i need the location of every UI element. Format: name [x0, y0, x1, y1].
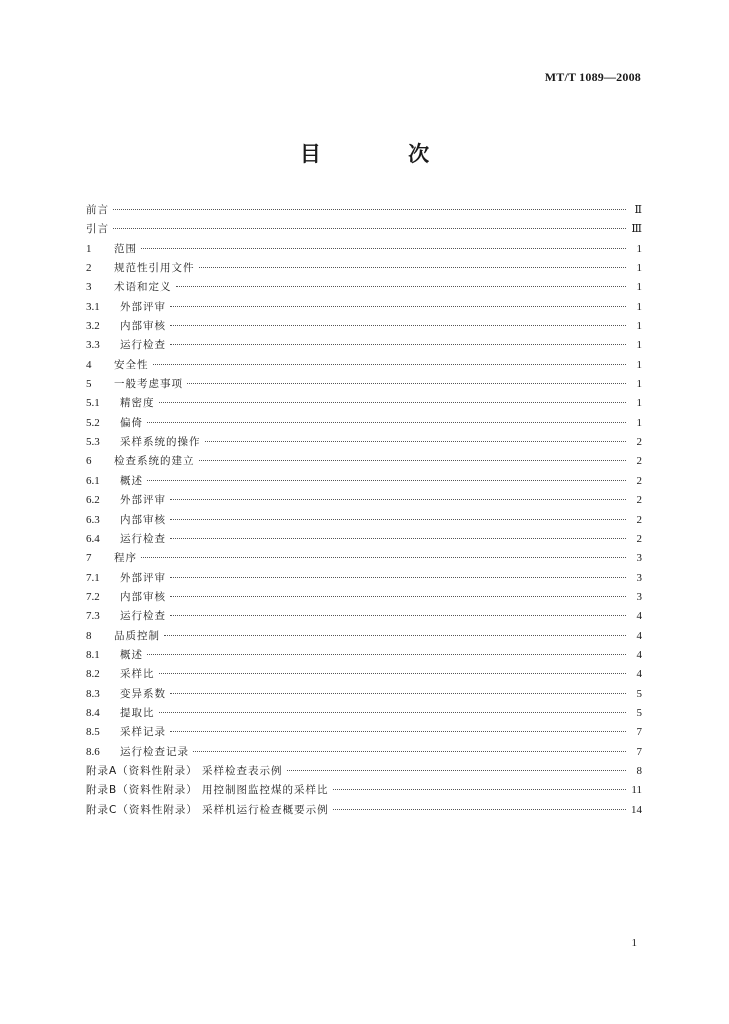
- toc-entry-page: 2: [636, 436, 642, 449]
- standard-code: MT/T 1089—2008: [544, 70, 641, 84]
- toc-entry[interactable]: [86, 781, 642, 800]
- toc-entry-title: 术语和定义: [114, 281, 172, 294]
- toc-entry-title: 引言: [86, 223, 109, 236]
- toc-entry-page: 1: [636, 281, 642, 294]
- toc-entry[interactable]: [86, 685, 642, 704]
- toc-entry[interactable]: [86, 375, 642, 394]
- toc-entry[interactable]: [86, 317, 642, 336]
- toc-leader-dots: [287, 770, 626, 771]
- toc-entry[interactable]: [86, 356, 642, 375]
- toc-entry-number: 3.2: [86, 320, 100, 333]
- toc-entry-page: Ⅱ: [634, 204, 642, 216]
- toc-entry-page: 2: [636, 474, 642, 487]
- toc-entry-page: 1: [636, 300, 642, 313]
- toc-entry[interactable]: [86, 220, 642, 239]
- toc-entry[interactable]: [86, 394, 642, 413]
- toc-entry-title: 外部评审: [120, 300, 166, 313]
- toc-leader-dots: [170, 344, 626, 345]
- toc-entry-page: 2: [636, 513, 642, 526]
- toc-entry[interactable]: [86, 762, 642, 781]
- toc-entry-number: 8.2: [86, 668, 100, 681]
- toc-entry-title: 内部审核: [120, 590, 166, 603]
- toc-entry-page: 2: [636, 455, 642, 468]
- toc-entry-title: 概述: [120, 648, 143, 661]
- page-number: 1: [631, 937, 637, 949]
- toc-entry-title: 规范性引用文件: [114, 262, 195, 275]
- toc-entry-page: 3: [636, 590, 642, 603]
- toc-entry-page: 7: [636, 745, 642, 758]
- toc-leader-dots: [170, 325, 626, 326]
- toc-leader-dots: [159, 712, 627, 713]
- toc-leader-dots: [147, 422, 626, 423]
- toc-entry[interactable]: [86, 665, 642, 684]
- toc-entry-number: 6.4: [86, 532, 100, 545]
- toc-entry[interactable]: [86, 607, 642, 626]
- toc-entry-title: 提取比: [120, 706, 155, 719]
- toc-entry-title: 运行检查记录: [120, 745, 189, 758]
- toc-leader-dots: [170, 615, 626, 616]
- toc-entry[interactable]: [86, 569, 642, 588]
- toc-entry[interactable]: [86, 201, 642, 220]
- toc-entry-number: 1: [86, 242, 92, 255]
- toc-entry[interactable]: [86, 298, 642, 317]
- toc-entry-page: 4: [636, 648, 642, 661]
- toc-entry-title: 外部评审: [120, 494, 166, 507]
- toc-entry-page: 8: [636, 764, 642, 777]
- toc-leader-dots: [205, 441, 627, 442]
- toc-entry[interactable]: [86, 336, 642, 355]
- toc-entry[interactable]: [86, 452, 642, 471]
- toc-leader-dots: [159, 673, 627, 674]
- toc-entry-page: 14: [631, 803, 642, 816]
- toc-entry[interactable]: [86, 549, 642, 568]
- toc-entry[interactable]: [86, 743, 642, 762]
- toc-entry-title: 前言: [86, 204, 109, 216]
- toc-entry-title: 精密度: [120, 397, 155, 410]
- toc-entry-number: 7.2: [86, 590, 100, 603]
- toc-entry-number: 6.3: [86, 513, 100, 526]
- toc-entry[interactable]: [86, 240, 642, 259]
- toc-entry-number: 5: [86, 378, 92, 391]
- toc-entry-page: 1: [636, 378, 642, 391]
- toc-entry-title: 运行检查: [120, 610, 166, 623]
- toc-entry-page: 2: [636, 532, 642, 545]
- toc-entry-page: Ⅲ: [631, 223, 642, 236]
- toc-entry-number: 5.1: [86, 397, 100, 410]
- toc-entry-number: 6.2: [86, 494, 100, 507]
- toc-entry-title: 采样比: [120, 668, 155, 681]
- toc-entry-number: 5.2: [86, 416, 100, 429]
- toc-leader-dots: [141, 557, 626, 558]
- toc-leader-dots: [193, 751, 626, 752]
- toc-entry-title: 概述: [120, 474, 143, 487]
- toc-leader-dots: [170, 577, 626, 578]
- toc-leader-dots: [147, 654, 626, 655]
- toc-entry-number: 3.1: [86, 300, 100, 313]
- toc-entry[interactable]: [86, 627, 642, 646]
- toc-entry-number: 8.1: [86, 648, 100, 661]
- toc-leader-dots: [333, 789, 626, 790]
- toc-leader-dots: [176, 286, 627, 287]
- toc-entry-title: 内部审核: [120, 320, 166, 333]
- toc-entry-number: 4: [86, 358, 92, 371]
- toc-entry-page: 5: [636, 706, 642, 719]
- toc-leader-dots: [164, 635, 626, 636]
- toc-leader-dots: [141, 248, 626, 249]
- toc-leader-dots: [170, 519, 626, 520]
- toc-leader-dots: [113, 209, 626, 210]
- toc-entry-number: 7.1: [86, 571, 100, 584]
- toc-entry-title: 外部评审: [120, 571, 166, 584]
- page-title: 目 次: [299, 142, 470, 166]
- toc-entry-title: 采样记录: [120, 726, 166, 739]
- toc-entry[interactable]: [86, 472, 642, 491]
- toc-entry-number: 8: [86, 629, 92, 642]
- toc-entry-title: 内部审核: [120, 513, 166, 526]
- toc-entry-page: 1: [636, 339, 642, 352]
- toc-entry-title: 检查系统的建立: [114, 455, 195, 468]
- toc-entry-number: 8.5: [86, 726, 100, 739]
- toc-entry-title: 偏倚: [120, 416, 143, 429]
- toc-entry-number: 8.3: [86, 687, 100, 700]
- toc-entry-number: 7.3: [86, 610, 100, 623]
- toc-entry-number: 2: [86, 262, 92, 275]
- toc-entry-number: 7: [86, 552, 92, 565]
- toc-entry-number: 3.3: [86, 339, 100, 352]
- toc-entry-number: 6: [86, 455, 92, 468]
- toc-entry[interactable]: [86, 801, 642, 820]
- toc-leader-dots: [159, 402, 627, 403]
- toc-entry-page: 1: [636, 358, 642, 371]
- toc-entry[interactable]: [86, 530, 642, 549]
- toc-leader-dots: [170, 596, 626, 597]
- toc-entry-title: 程序: [114, 552, 137, 565]
- toc-leader-dots: [170, 499, 626, 500]
- toc-entry-number: 3: [86, 281, 92, 294]
- toc-entry-title: 范围: [114, 242, 137, 255]
- toc-entry-title: 变异系数: [120, 687, 166, 700]
- toc-entry-title: 附录C（资料性附录） 采样机运行检查概要示例: [86, 803, 329, 816]
- toc-entry[interactable]: [86, 588, 642, 607]
- toc-entry[interactable]: [86, 433, 642, 452]
- toc-leader-dots: [199, 267, 627, 268]
- toc-leader-dots: [153, 364, 627, 365]
- toc-entry[interactable]: [86, 259, 642, 278]
- toc-entry-title: 附录B（资料性附录） 用控制图监控煤的采样比: [86, 784, 329, 797]
- toc-leader-dots: [170, 306, 626, 307]
- toc-entry-number: 6.1: [86, 474, 100, 487]
- toc-entry[interactable]: [86, 511, 642, 530]
- toc-leader-dots: [170, 538, 626, 539]
- toc-entry-page: 1: [636, 262, 642, 275]
- toc-entry-number: 5.3: [86, 436, 100, 449]
- toc-leader-dots: [199, 460, 627, 461]
- toc-entry-page: 11: [631, 784, 642, 797]
- toc-entry[interactable]: [86, 278, 642, 297]
- toc-leader-dots: [187, 383, 626, 384]
- toc-entry-title: 附录A（资料性附录） 采样检查表示例: [86, 764, 283, 777]
- toc-entry[interactable]: [86, 646, 642, 665]
- toc-entry-page: 1: [636, 242, 642, 255]
- toc-entry[interactable]: [86, 704, 642, 723]
- toc-entry-page: 4: [636, 629, 642, 642]
- toc-entry-page: 2: [636, 494, 642, 507]
- toc-entry-title: 运行检查: [120, 532, 166, 545]
- toc-leader-dots: [113, 228, 626, 229]
- toc-entry-title: 一般考虑事项: [114, 378, 183, 391]
- toc-entry-title: 安全性: [114, 358, 149, 371]
- toc-leader-dots: [170, 693, 626, 694]
- toc-entry-page: 5: [636, 687, 642, 700]
- toc-entry[interactable]: [86, 414, 642, 433]
- toc-entry-page: 3: [636, 571, 642, 584]
- toc-entry-page: 1: [636, 397, 642, 410]
- toc-entry-title: 运行检查: [120, 339, 166, 352]
- toc-entry-page: 1: [636, 320, 642, 333]
- toc-entry-page: 7: [636, 726, 642, 739]
- toc-entry-number: 8.4: [86, 706, 100, 719]
- toc-entry-title: 品质控制: [114, 629, 160, 642]
- toc-entry-page: 4: [636, 610, 642, 623]
- toc-leader-dots: [147, 480, 626, 481]
- toc-entry[interactable]: [86, 491, 642, 510]
- toc-leader-dots: [170, 731, 626, 732]
- toc-entry-page: 4: [636, 668, 642, 681]
- toc-entry-page: 1: [636, 416, 642, 429]
- toc-entry-number: 8.6: [86, 745, 100, 758]
- toc-entry-page: 3: [636, 552, 642, 565]
- table-of-contents: [86, 201, 642, 820]
- toc-leader-dots: [333, 809, 626, 810]
- toc-entry[interactable]: [86, 723, 642, 742]
- toc-entry-title: 采样系统的操作: [120, 436, 201, 449]
